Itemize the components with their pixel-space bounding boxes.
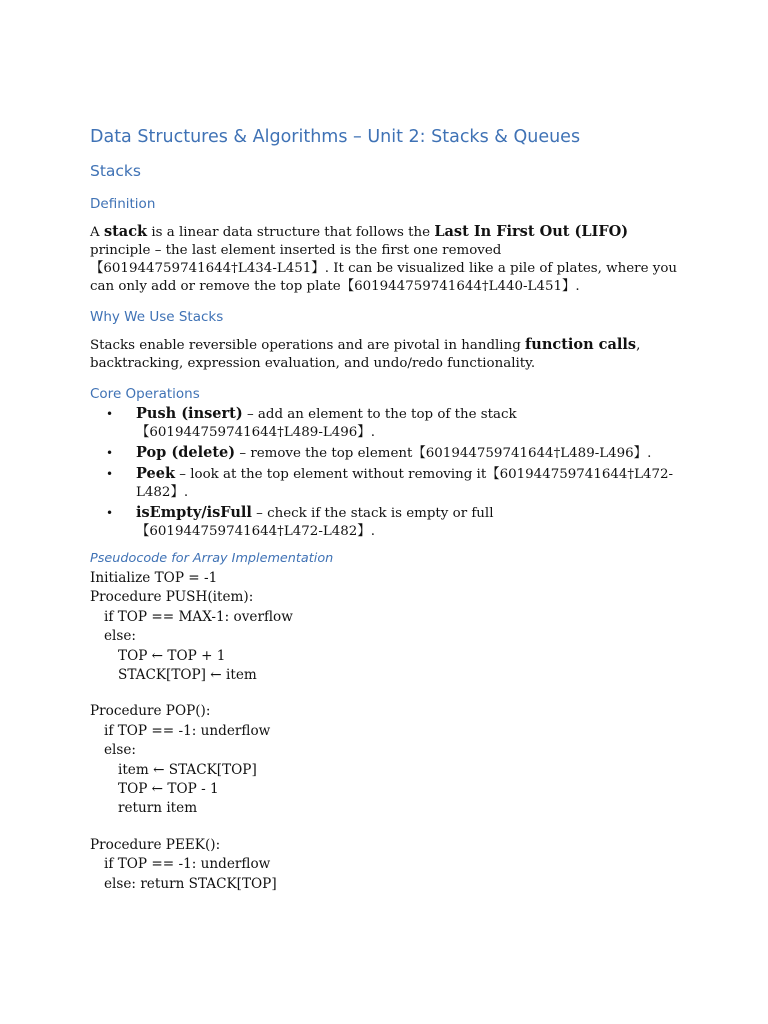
code-line: Initialize TOP = -1 xyxy=(90,570,218,586)
op-term: Peek xyxy=(136,465,176,482)
code-line: TOP ← TOP - 1 xyxy=(118,781,219,798)
op-desc: – remove the top element【601944759741644†L489-L496】. xyxy=(235,446,652,461)
subheading-why-use-stacks: Why We Use Stacks xyxy=(90,309,224,325)
code-line: Procedure POP(): xyxy=(90,703,211,720)
code-line: if TOP == -1: underflow xyxy=(104,856,271,873)
definition-text-3: principle – the last element inserted is the first one removed【601944759741644†L434-L451】. It can be visualized like a pile of plates, where you can only add or remove the top plate【601944759741644†L440-L451】. xyxy=(90,243,678,294)
op-term: isEmpty/isFull xyxy=(136,504,252,521)
definition-paragraph xyxy=(90,223,680,296)
code-line: item ← STACK[TOP] xyxy=(118,761,257,778)
list-item-peek xyxy=(90,465,680,502)
bullet-icon: • xyxy=(106,407,114,421)
pseudocode-block xyxy=(90,569,680,894)
subheading-definition: Definition xyxy=(90,196,156,212)
code-line: else: return STACK[TOP] xyxy=(104,875,277,892)
code-blank-line xyxy=(90,685,680,702)
code-line: Procedure PEEK(): xyxy=(90,836,221,853)
definition-term-stack: stack xyxy=(103,223,148,240)
list-item-push xyxy=(90,405,680,442)
why-paragraph xyxy=(90,336,680,373)
core-operations-list xyxy=(90,405,680,541)
list-item-pop xyxy=(90,444,680,463)
subheading-core-operations: Core Operations xyxy=(90,386,200,402)
code-line: else: xyxy=(104,742,136,759)
why-term-function-calls: function calls xyxy=(525,336,637,353)
op-term: Pop (delete) xyxy=(136,444,236,461)
op-desc: – check if the stack is empty or full【601944759741644†L472-L482】. xyxy=(136,506,494,539)
definition-term-lifo: Last In First Out (LIFO) xyxy=(434,223,629,240)
op-term: Push (insert) xyxy=(136,405,243,422)
code-line: if TOP == MAX-1: overflow xyxy=(104,608,293,625)
bullet-icon: • xyxy=(106,446,114,460)
why-text-1: Stacks enable reversible operations and are pivotal in handling xyxy=(90,338,526,353)
bullet-icon: • xyxy=(106,506,114,520)
code-line: if TOP == -1: underflow xyxy=(104,722,271,739)
code-line: STACK[TOP] ← item xyxy=(118,667,257,684)
pseudocode-heading: Pseudocode for Array Implementation xyxy=(90,551,334,566)
why-text-2: , backtracking, expression evaluation, and undo/redo functionality. xyxy=(90,338,641,371)
document-page xyxy=(90,124,680,894)
definition-text-2: is a linear data structure that follows the xyxy=(147,225,435,240)
code-line: return item xyxy=(118,800,198,817)
code-line: TOP ← TOP + 1 xyxy=(118,647,226,664)
op-desc: – look at the top element without removing it【601944759741644†L472-L482】. xyxy=(136,467,674,500)
bullet-icon: • xyxy=(106,467,114,481)
code-line: Procedure PUSH(item): xyxy=(90,589,254,606)
document-title: Data Structures & Algorithms – Unit 2: Stacks & Queues xyxy=(90,127,581,147)
code-line: else: xyxy=(104,628,136,645)
definition-text-1: A xyxy=(90,225,104,240)
op-desc: – add an element to the top of the stack【601944759741644†L489-L496】. xyxy=(136,407,517,440)
code-blank-line xyxy=(90,819,680,836)
list-item-isempty-isfull xyxy=(90,504,680,541)
section-heading-stacks: Stacks xyxy=(90,162,141,180)
